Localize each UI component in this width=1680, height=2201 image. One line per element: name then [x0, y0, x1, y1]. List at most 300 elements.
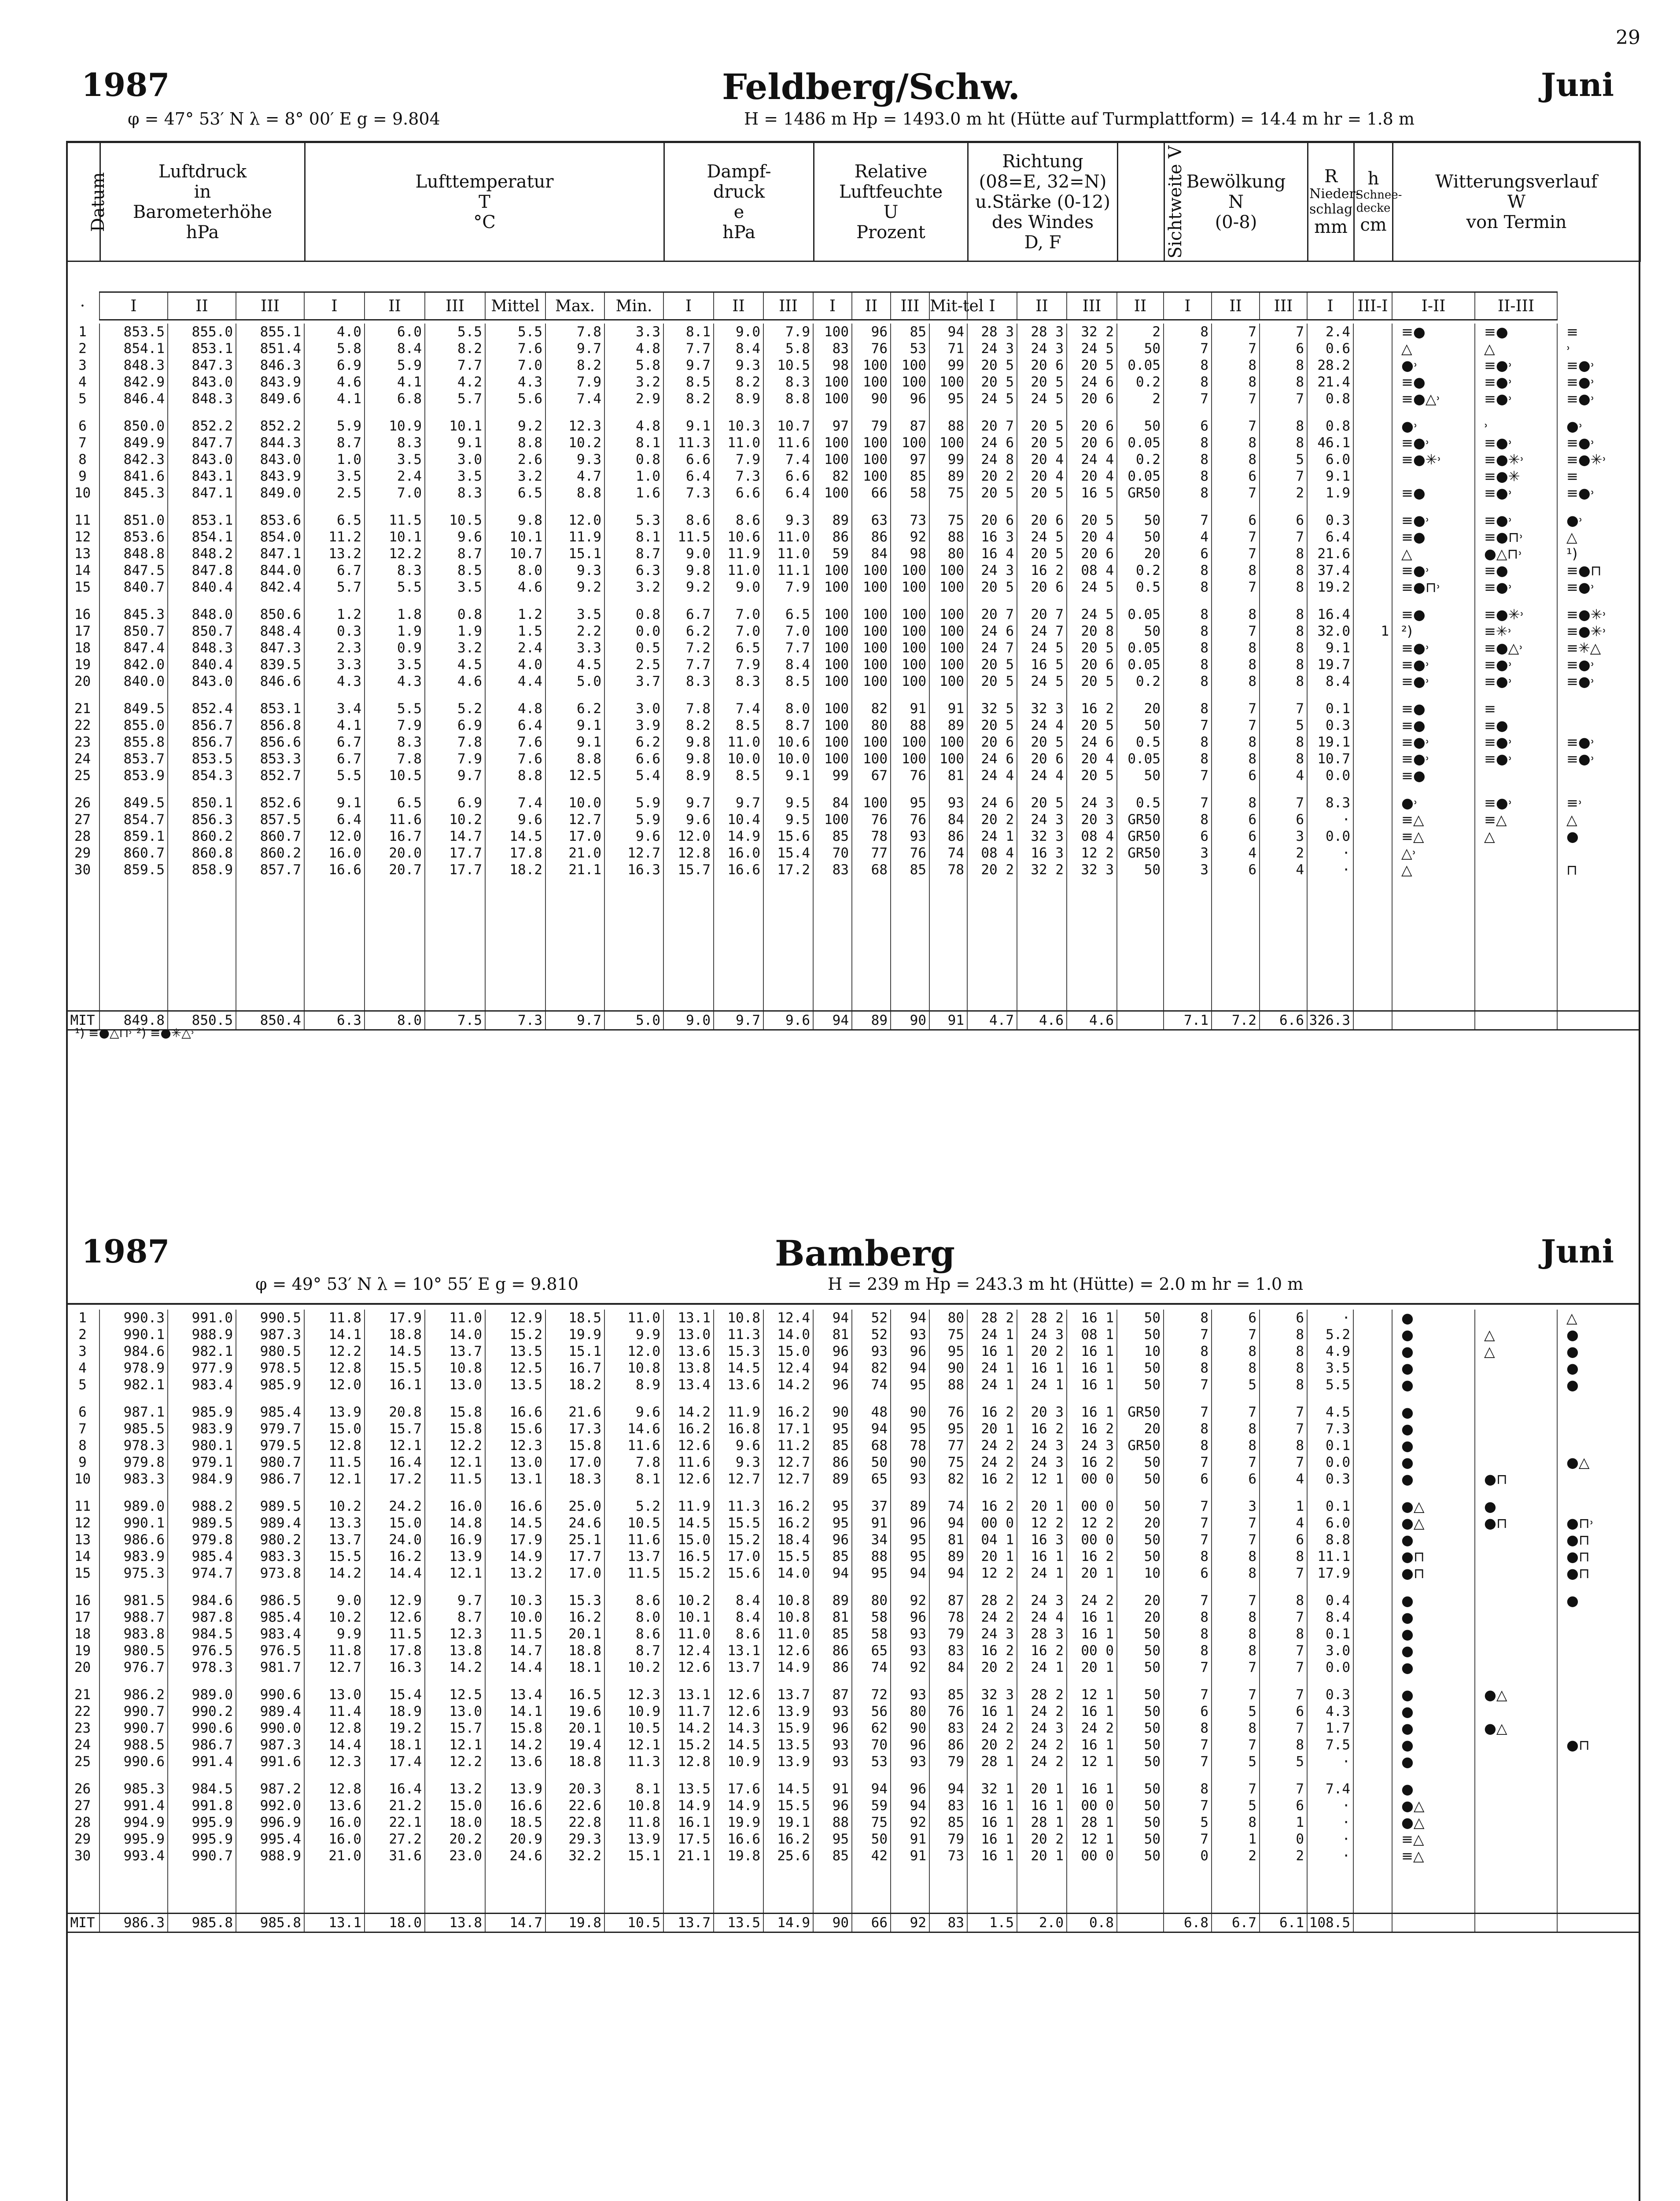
table-cell: 9.7 — [663, 795, 714, 811]
table-cell: 7 — [1164, 1797, 1212, 1814]
table-cell: 19.7 — [1307, 656, 1353, 673]
table-cell: 0.1 — [1307, 1437, 1353, 1454]
spacer — [304, 690, 365, 700]
table-cell: 12 1 — [1067, 1831, 1117, 1848]
subhdr-cell: I — [967, 292, 1017, 320]
table-cell: 12.0 — [663, 828, 714, 845]
table-cell: 12.7 — [763, 1454, 813, 1471]
mean-cell — [1557, 1011, 1639, 1030]
table-cell: ≡●˒ — [1475, 795, 1557, 811]
table-cell: 1.2 — [485, 606, 545, 623]
table-cell: 88 — [891, 717, 929, 734]
table-cell: 50 — [1117, 861, 1164, 878]
table-cell: ≡●✳˒ — [1475, 451, 1557, 468]
table-cell: 13.9 — [485, 1781, 545, 1797]
table-cell: 979.8 — [168, 1531, 236, 1548]
table-cell: ●⊓˒ — [1557, 1515, 1639, 1531]
table-cell: 24 3 — [1067, 795, 1117, 811]
table-cell: 50 — [1117, 1377, 1164, 1393]
table-cell — [1353, 529, 1392, 545]
spacer — [891, 1582, 929, 1592]
table-cell: 50 — [1117, 1737, 1164, 1753]
spacer — [1475, 1393, 1557, 1404]
table-cell: 15.5 — [763, 1797, 813, 1814]
table-cell: 17.0 — [545, 828, 604, 845]
table-cell: 985.3 — [99, 1781, 168, 1797]
table-cell: 100 — [813, 673, 852, 690]
subhdr-cell: II — [852, 292, 891, 320]
table-cell: 83 — [929, 1797, 967, 1814]
table-cell: 8.7 — [425, 545, 485, 562]
mean-cell: 90 — [891, 1011, 929, 1030]
table-cell: 7 — [1260, 1404, 1307, 1421]
table-cell — [1353, 606, 1392, 623]
table-cell: 7.6 — [485, 734, 545, 751]
spacer — [168, 1676, 236, 1686]
table-cell: 20 6 — [967, 734, 1017, 751]
subhdr-cell: II — [365, 292, 425, 320]
table-row — [66, 485, 1639, 501]
table-cell: 83 — [929, 1720, 967, 1737]
table-cell: 10.0 — [485, 1609, 545, 1626]
table-cell: 100 — [891, 434, 929, 451]
table-cell: 19.1 — [763, 1814, 813, 1831]
mean-cell: 94 — [813, 1011, 852, 1030]
table-cell: 12.6 — [714, 1703, 763, 1720]
table-cell: 853.5 — [99, 324, 168, 340]
table-cell: 10 — [1117, 1565, 1164, 1582]
mean-cell: 9.7 — [545, 1011, 604, 1030]
table-cell: 0.1 — [1307, 1626, 1353, 1642]
table-cell: 9.6 — [604, 1404, 663, 1421]
table-cell: 8 — [1260, 640, 1307, 656]
table-cell — [1475, 1781, 1557, 1797]
table-cell: 15.8 — [425, 1421, 485, 1437]
table-cell: 20 5 — [967, 485, 1017, 501]
table-cell: 20 6 — [1017, 512, 1067, 529]
table-cell: · — [1307, 1753, 1353, 1770]
table-cell: 12.6 — [763, 1642, 813, 1659]
spacer — [891, 1487, 929, 1498]
table-cell: 996.9 — [236, 1814, 304, 1831]
table-cell — [1475, 1642, 1557, 1659]
spacer — [1117, 1393, 1164, 1404]
table-cell: 12 1 — [1017, 1471, 1067, 1487]
table-cell: 9.3 — [545, 451, 604, 468]
table-cell: 5.8 — [763, 340, 813, 357]
table-cell: ≡●✳˒ — [1557, 606, 1639, 623]
table-cell: 7.3 — [714, 468, 763, 485]
table-cell: 990.7 — [99, 1703, 168, 1720]
table-cell: 97 — [891, 451, 929, 468]
mean-cell: 326.3 — [1307, 1011, 1353, 1030]
table-cell: 8.3 — [714, 673, 763, 690]
table-cell: 12.8 — [304, 1437, 365, 1454]
spacer — [891, 878, 929, 1011]
table-cell: 847.4 — [99, 640, 168, 656]
table-cell: 6 — [1164, 545, 1212, 562]
table-cell: 86 — [813, 529, 852, 545]
table-cell: 20 5 — [967, 717, 1017, 734]
table-cell: 92 — [891, 1659, 929, 1676]
table-row — [66, 1326, 1639, 1343]
table-cell: 7.9 — [714, 656, 763, 673]
table-cell: 16.5 — [663, 1548, 714, 1565]
table-cell: 14.2 — [763, 1377, 813, 1393]
table-cell: 15.6 — [763, 828, 813, 845]
mean-cell — [1117, 1914, 1164, 1932]
table-cell: 12.1 — [425, 1565, 485, 1582]
table-cell: 5 — [1164, 1814, 1212, 1831]
table-cell: 0.6 — [1307, 340, 1353, 357]
table-cell: 25 — [66, 767, 99, 784]
table-cell — [1353, 1626, 1392, 1642]
table-cell: ● — [1557, 828, 1639, 845]
table-cell: 48 — [852, 1404, 891, 1421]
table-cell: 94 — [929, 324, 967, 340]
spacer — [1392, 1864, 1475, 1914]
subhdr-cell: · — [66, 292, 99, 320]
table-cell: ●˒ — [1392, 795, 1475, 811]
table-cell: ≡●˒ — [1392, 734, 1475, 751]
spacer — [813, 878, 852, 1011]
table-cell: 100 — [891, 606, 929, 623]
table-cell: 13.5 — [485, 1343, 545, 1360]
table-cell: 21 — [66, 700, 99, 717]
mean-cell: 9.0 — [663, 1011, 714, 1030]
table-cell: 14 — [66, 1548, 99, 1565]
table-cell: 24 1 — [967, 1377, 1017, 1393]
spacer — [891, 1770, 929, 1781]
table-cell: 8.7 — [604, 1642, 663, 1659]
table-cell: 1 — [66, 324, 99, 340]
table-cell: 5.9 — [304, 418, 365, 434]
table-cell: ● — [1392, 1421, 1475, 1437]
table-cell: 848.3 — [168, 640, 236, 656]
table-cell: 7 — [1212, 1515, 1260, 1531]
table-cell: 37.4 — [1307, 562, 1353, 579]
spacer — [1557, 878, 1639, 1011]
table-cell: 93 — [891, 1626, 929, 1642]
table-cell: 990.5 — [236, 1310, 304, 1326]
table-cell: 14.2 — [485, 1737, 545, 1753]
table-cell: 16.0 — [425, 1498, 485, 1515]
table-cell: 100 — [813, 324, 852, 340]
table-cell: 8 — [1212, 751, 1260, 767]
table-cell: 16 1 — [1067, 1310, 1117, 1326]
table-cell: 7.0 — [714, 606, 763, 623]
table-cell: 8 — [1212, 357, 1260, 374]
table-cell: 17.2 — [763, 861, 813, 878]
spacer — [485, 784, 545, 795]
table-cell: 1.0 — [304, 451, 365, 468]
table-cell: 16 1 — [967, 1343, 1017, 1360]
table-cell: 97 — [813, 418, 852, 434]
table-cell: 8 — [1164, 1437, 1212, 1454]
table-cell — [1353, 545, 1392, 562]
table-cell: 0.2 — [1117, 673, 1164, 690]
table-cell: 90 — [929, 1360, 967, 1377]
table-cell: 13.7 — [763, 1686, 813, 1703]
table-row — [66, 1377, 1639, 1393]
table-cell: 995.9 — [99, 1831, 168, 1848]
spacer — [929, 690, 967, 700]
table-cell: 847.5 — [99, 562, 168, 579]
table-cell: 7.7 — [663, 340, 714, 357]
table-cell — [1557, 1848, 1639, 1864]
table-cell: 19.2 — [1307, 579, 1353, 596]
table-cell: 100 — [891, 656, 929, 673]
table-cell: 8 — [1164, 1343, 1212, 1360]
table-cell: 980.5 — [99, 1642, 168, 1659]
table-cell: 12.6 — [663, 1437, 714, 1454]
table-cell: 32 3 — [967, 1686, 1017, 1703]
table-cell: 12.7 — [545, 811, 604, 828]
table-cell: 853.1 — [236, 700, 304, 717]
table-cell: 6 — [1212, 512, 1260, 529]
table-cell: 3.2 — [485, 468, 545, 485]
table-cell: 17.8 — [365, 1642, 425, 1659]
table-cell: 89 — [813, 1471, 852, 1487]
table-cell: 24 3 — [1017, 1326, 1067, 1343]
table-cell: 1.8 — [365, 606, 425, 623]
table-cell: 981.5 — [99, 1592, 168, 1609]
table-cell: 8 — [1212, 606, 1260, 623]
table-cell: 19.1 — [1307, 734, 1353, 751]
table-cell: 28 2 — [1017, 1686, 1067, 1703]
table-cell: 9.7 — [663, 357, 714, 374]
spacer — [967, 1582, 1017, 1592]
table-cell: 22.8 — [545, 1814, 604, 1831]
table-row — [66, 811, 1639, 828]
table-cell: 6.6 — [663, 451, 714, 468]
table-cell: 74 — [929, 845, 967, 861]
table-cell: 16 1 — [1017, 1548, 1067, 1565]
table-cell: 96 — [813, 1531, 852, 1548]
table-cell: 0.05 — [1117, 640, 1164, 656]
table-cell: 89 — [929, 717, 967, 734]
table-cell: 979.7 — [236, 1421, 304, 1437]
table-cell: 16.7 — [545, 1360, 604, 1377]
table-cell: ● — [1557, 1326, 1639, 1343]
table-cell: 12.3 — [545, 418, 604, 434]
table-cell: 6.6 — [714, 485, 763, 501]
table-cell: 8.2 — [663, 390, 714, 407]
spacer — [967, 501, 1017, 512]
mean-cell: 6.3 — [304, 1011, 365, 1030]
table-cell: 1 — [1260, 1814, 1307, 1831]
table-cell: 7 — [1260, 700, 1307, 717]
spacer — [891, 596, 929, 606]
table-cell: 850.6 — [236, 606, 304, 623]
table-cell: 0.8 — [604, 451, 663, 468]
spacer — [99, 1676, 168, 1686]
spacer — [545, 690, 604, 700]
table-cell: ≡●˒ — [1392, 656, 1475, 673]
table-cell: 100 — [929, 606, 967, 623]
table-cell: 16.2 — [663, 1421, 714, 1437]
mean-cell: 6.1 — [1260, 1914, 1307, 1932]
table-cell: 24 3 — [1017, 1454, 1067, 1471]
table-cell: 0.2 — [1117, 562, 1164, 579]
table-cell: 2 — [66, 340, 99, 357]
table-cell: 979.5 — [236, 1437, 304, 1454]
col-schneedecke: h Schnee-decke cm — [1354, 143, 1393, 261]
table-cell: 11 — [66, 1498, 99, 1515]
table-cell: 21.2 — [365, 1797, 425, 1814]
spacer — [485, 1864, 545, 1914]
table-cell: 12 2 — [967, 1565, 1017, 1582]
table-cell: 24 7 — [1017, 623, 1067, 640]
table-cell: ≡●⊓˒ — [1475, 529, 1557, 545]
table-row — [66, 1814, 1639, 1831]
spacer — [852, 1393, 891, 1404]
table-cell: 27 — [66, 1797, 99, 1814]
spacer — [365, 1582, 425, 1592]
spacer — [1353, 501, 1392, 512]
table-cell: 843.1 — [168, 468, 236, 485]
table-cell: 93 — [929, 795, 967, 811]
table-cell: 0.5 — [1117, 795, 1164, 811]
table-cell: ●˒ — [1392, 418, 1475, 434]
table-cell: 10.5 — [425, 512, 485, 529]
table-row — [66, 1720, 1639, 1737]
table-cell: 13.9 — [304, 1404, 365, 1421]
table-cell: △ — [1475, 828, 1557, 845]
spacer — [1307, 1487, 1353, 1498]
mean-cell: 985.8 — [168, 1914, 236, 1932]
spacer — [304, 1676, 365, 1686]
table-cell: 11.0 — [763, 1626, 813, 1642]
table-cell: 50 — [1117, 1814, 1164, 1831]
spacer — [1260, 1676, 1307, 1686]
table-cell: GR50 — [1117, 1437, 1164, 1454]
table-cell: 94 — [813, 1310, 852, 1326]
coords-station-2: φ = 49° 53′ N λ = 10° 55′ E g = 9.810 — [255, 1274, 578, 1294]
spacer — [1392, 407, 1475, 418]
table-cell: 991.0 — [168, 1310, 236, 1326]
table-cell: 13.9 — [425, 1548, 485, 1565]
table-cell — [1353, 434, 1392, 451]
table-cell: 28 1 — [967, 1753, 1017, 1770]
table-cell: 8 — [1164, 468, 1212, 485]
spacer — [1117, 878, 1164, 1011]
table-cell: 987.3 — [236, 1326, 304, 1343]
table-cell: 16 1 — [1067, 1377, 1117, 1393]
table-row — [66, 357, 1639, 374]
table-cell — [1475, 1377, 1557, 1393]
table-cell: 979.8 — [99, 1454, 168, 1471]
table-cell: 4.9 — [1307, 1343, 1353, 1360]
table-cell: 8.3 — [425, 485, 485, 501]
table-cell: 16.0 — [714, 845, 763, 861]
table-cell: 11.3 — [714, 1326, 763, 1343]
table-cell: 20 3 — [1017, 1404, 1067, 1421]
table-cell: 16 4 — [967, 545, 1017, 562]
table-cell: 7.4 — [545, 390, 604, 407]
table-cell: 8 — [1164, 606, 1212, 623]
table-cell: 18.8 — [545, 1642, 604, 1659]
table-cell: 0.8 — [604, 606, 663, 623]
table-cell: 100 — [929, 623, 967, 640]
table-cell: 8 — [1260, 579, 1307, 596]
table-cell: 20 6 — [1067, 434, 1117, 451]
table-cell: 28 3 — [967, 324, 1017, 340]
table-cell: 89 — [813, 1592, 852, 1609]
data-table-station-1 — [66, 324, 1640, 1031]
table-cell: 75 — [929, 1454, 967, 1471]
table-cell: 100 — [929, 734, 967, 751]
spacer — [1017, 501, 1067, 512]
table-cell — [1353, 340, 1392, 357]
table-cell: ˒ — [1475, 418, 1557, 434]
mean-cell: 9.7 — [714, 1011, 763, 1030]
table-cell: 2.4 — [485, 640, 545, 656]
table-cell: ●△ — [1392, 1515, 1475, 1531]
spacer — [1557, 1770, 1639, 1781]
mean-cell: 91 — [929, 1011, 967, 1030]
table-cell: 857.7 — [236, 861, 304, 878]
table-cell: 6.4 — [304, 811, 365, 828]
table-cell: 8 — [1212, 673, 1260, 690]
table-cell — [1353, 1326, 1392, 1343]
table-cell: 95 — [813, 1515, 852, 1531]
table-cell: 8 — [1260, 1326, 1307, 1343]
table-cell: 20 5 — [1017, 374, 1067, 390]
table-cell: 8.3 — [365, 734, 425, 751]
table-cell: 8 — [1260, 545, 1307, 562]
table-cell: 5.5 — [365, 579, 425, 596]
table-cell: 7.6 — [485, 340, 545, 357]
table-row — [66, 1609, 1639, 1626]
spacer — [99, 1770, 168, 1781]
table-cell: 854.1 — [168, 529, 236, 545]
table-cell — [1353, 656, 1392, 673]
table-cell — [1353, 1377, 1392, 1393]
table-cell — [1475, 1437, 1557, 1454]
table-cell: 11.0 — [714, 562, 763, 579]
spacer — [365, 784, 425, 795]
table-cell: 5.0 — [545, 673, 604, 690]
table-cell: 77 — [852, 845, 891, 861]
table-cell: 8 — [1212, 434, 1260, 451]
table-cell: 7 — [1164, 1498, 1212, 1515]
mean-cell: 6.7 — [1212, 1914, 1260, 1932]
table-cell: 7 — [1260, 1720, 1307, 1737]
spacer — [1067, 407, 1117, 418]
table-cell: 6.9 — [425, 795, 485, 811]
table-cell: 2 — [1260, 485, 1307, 501]
table-cell: 9.7 — [714, 795, 763, 811]
spacer — [425, 784, 485, 795]
table-cell: 26 — [66, 1781, 99, 1797]
table-cell: 995.4 — [236, 1831, 304, 1848]
table-cell: 848.0 — [168, 606, 236, 623]
table-cell: 3.5 — [304, 468, 365, 485]
col-niederschlag: R Nieder-schlag mm — [1308, 143, 1354, 261]
table-cell: 50 — [852, 1454, 891, 1471]
table-cell: 7 — [1164, 1515, 1212, 1531]
table-cell: 850.7 — [99, 623, 168, 640]
spacer — [365, 1676, 425, 1686]
spacer — [1117, 1487, 1164, 1498]
table-cell: 0.05 — [1117, 606, 1164, 623]
table-cell: GR50 — [1117, 485, 1164, 501]
table-cell: ≡● — [1392, 485, 1475, 501]
table-cell: 7 — [1212, 485, 1260, 501]
spacer — [66, 784, 99, 795]
table-cell: 9.1 — [1307, 640, 1353, 656]
